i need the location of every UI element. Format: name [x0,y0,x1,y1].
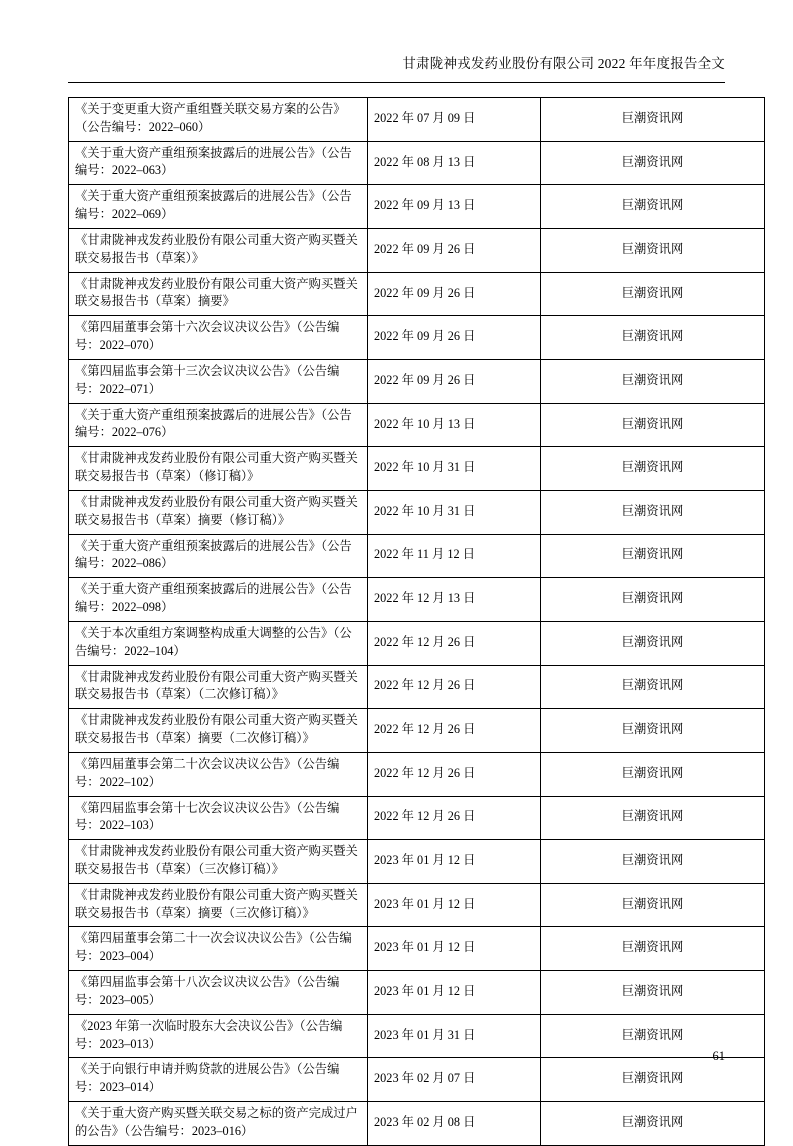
table-row [69,1014,765,1058]
announcement-date-cell: 2022 年 10 月 31 日 [368,447,541,491]
announcement-title-cell: 《第四届监事会第十三次会议决议公告》（公告编号：2022–071） [69,359,368,403]
announcement-title-cell: 《关于重大资产重组预案披露后的进展公告》（公告编号：2022–086） [69,534,368,578]
announcement-title-cell: 《甘肃陇神戎发药业股份有限公司重大资产购买暨关联交易报告书（草案）摘要》 [69,272,368,316]
announcement-title-cell: 《关于重大资产重组预案披露后的进展公告》（公告编号：2022–098） [69,578,368,622]
table-row [69,316,765,360]
announcement-site-cell: 巨潮资讯网 [541,1014,765,1058]
announcement-site-cell: 巨潮资讯网 [541,185,765,229]
announcement-date-cell: 2022 年 10 月 13 日 [368,403,541,447]
table-row [69,927,765,971]
announcement-site-cell: 巨潮资讯网 [541,752,765,796]
announcement-date-cell: 2022 年 09 月 26 日 [368,228,541,272]
table-row [69,578,765,622]
announcement-title-cell: 《关于本次重组方案调整构成重大调整的公告》（公告编号：2022–104） [69,621,368,665]
announcement-date-cell: 2022 年 12 月 13 日 [368,578,541,622]
announcement-date-cell: 2023 年 01 月 12 日 [368,927,541,971]
announcement-site-cell: 巨潮资讯网 [541,272,765,316]
announcement-site-cell: 巨潮资讯网 [541,447,765,491]
announcement-title-cell: 《关于重大资产重组预案披露后的进展公告》（公告编号：2022–076） [69,403,368,447]
announcement-date-cell: 2022 年 12 月 26 日 [368,796,541,840]
announcement-site-cell: 巨潮资讯网 [541,796,765,840]
table-row [69,709,765,753]
table-row [69,665,765,709]
announcement-date-cell: 2023 年 01 月 31 日 [368,1014,541,1058]
announcement-title-cell: 《甘肃陇神戎发药业股份有限公司重大资产购买暨关联交易报告书（草案）（二次修订稿）》 [69,665,368,709]
announcement-title-cell: 《第四届监事会第十七次会议决议公告》（公告编号：2022–103） [69,796,368,840]
announcement-site-cell: 巨潮资讯网 [541,141,765,185]
announcement-title-cell: 《关于变更重大资产重组暨关联交易方案的公告》（公告编号：2022–060） [69,98,368,142]
announcement-title-cell: 《第四届董事会第二十次会议决议公告》（公告编号：2022–102） [69,752,368,796]
announcement-date-cell: 2023 年 01 月 12 日 [368,883,541,927]
announcement-date-cell: 2022 年 09 月 13 日 [368,185,541,229]
announcement-site-cell: 巨潮资讯网 [541,228,765,272]
announcement-site-cell: 巨潮资讯网 [541,621,765,665]
announcement-site-cell: 巨潮资讯网 [541,403,765,447]
announcement-site-cell: 巨潮资讯网 [541,883,765,927]
page-number: 61 [712,1049,725,1063]
table-row [69,490,765,534]
header-divider [68,82,725,83]
announcement-title-cell: 《关于向银行申请并购贷款的进展公告》（公告编号：2023–014） [69,1058,368,1102]
announcement-date-cell: 2022 年 08 月 13 日 [368,141,541,185]
announcement-title-cell: 《2023 年第一次临时股东大会决议公告》（公告编号：2023–013） [69,1014,368,1058]
table-row [69,796,765,840]
announcement-site-cell: 巨潮资讯网 [541,1102,765,1146]
table-row [69,1058,765,1102]
announcement-date-cell: 2022 年 09 月 26 日 [368,359,541,403]
announcement-site-cell: 巨潮资讯网 [541,359,765,403]
page-header: 甘肃陇神戎发药业股份有限公司 2022 年年度报告全文 [402,56,725,71]
announcement-site-cell: 巨潮资讯网 [541,98,765,142]
announcement-site-cell: 巨潮资讯网 [541,927,765,971]
announcement-date-cell: 2023 年 01 月 12 日 [368,840,541,884]
announcement-date-cell: 2022 年 09 月 26 日 [368,272,541,316]
table-row [69,752,765,796]
table-row [69,359,765,403]
table-row [69,141,765,185]
announcement-title-cell: 《关于重大资产购买暨关联交易之标的资产完成过户的公告》（公告编号：2023–016） [69,1102,368,1146]
announcement-title-cell: 《甘肃陇神戎发药业股份有限公司重大资产购买暨关联交易报告书（草案）摘要（修订稿）》 [69,490,368,534]
announcement-title-cell: 《甘肃陇神戎发药业股份有限公司重大资产购买暨关联交易报告书（草案）（修订稿）》 [69,447,368,491]
table-row [69,403,765,447]
announcement-date-cell: 2022 年 12 月 26 日 [368,709,541,753]
announcement-date-cell: 2023 年 02 月 08 日 [368,1102,541,1146]
announcement-site-cell: 巨潮资讯网 [541,709,765,753]
announcement-title-cell: 《第四届监事会第十八次会议决议公告》（公告编号：2023–005） [69,971,368,1015]
table-row [69,447,765,491]
announcement-site-cell: 巨潮资讯网 [541,490,765,534]
table-row [69,621,765,665]
announcement-date-cell: 2023 年 01 月 12 日 [368,971,541,1015]
announcements-table [68,97,765,1146]
announcement-site-cell: 巨潮资讯网 [541,665,765,709]
announcement-date-cell: 2022 年 12 月 26 日 [368,752,541,796]
table-row [69,185,765,229]
announcement-site-cell: 巨潮资讯网 [541,534,765,578]
table-row [69,1102,765,1146]
announcement-site-cell: 巨潮资讯网 [541,316,765,360]
announcement-date-cell: 2022 年 07 月 09 日 [368,98,541,142]
table-body [69,98,765,1146]
table-row [69,840,765,884]
announcement-site-cell: 巨潮资讯网 [541,578,765,622]
announcement-title-cell: 《第四届董事会第二十一次会议决议公告》（公告编号：2023–004） [69,927,368,971]
announcement-title-cell: 《甘肃陇神戎发药业股份有限公司重大资产购买暨关联交易报告书（草案）》 [69,228,368,272]
announcement-title-cell: 《甘肃陇神戎发药业股份有限公司重大资产购买暨关联交易报告书（草案）摘要（二次修订稿）》 [69,709,368,753]
announcement-date-cell: 2022 年 10 月 31 日 [368,490,541,534]
announcement-site-cell: 巨潮资讯网 [541,971,765,1015]
announcement-date-cell: 2022 年 09 月 26 日 [368,316,541,360]
announcement-title-cell: 《甘肃陇神戎发药业股份有限公司重大资产购买暨关联交易报告书（草案）（三次修订稿）》 [69,840,368,884]
table-row [69,272,765,316]
table-row [69,228,765,272]
announcement-date-cell: 2022 年 11 月 12 日 [368,534,541,578]
table-row [69,883,765,927]
announcement-site-cell: 巨潮资讯网 [541,1058,765,1102]
announcement-title-cell: 《关于重大资产重组预案披露后的进展公告》（公告编号：2022–069） [69,185,368,229]
announcement-title-cell: 《甘肃陇神戎发药业股份有限公司重大资产购买暨关联交易报告书（草案）摘要（三次修订稿）》 [69,883,368,927]
announcement-date-cell: 2022 年 12 月 26 日 [368,621,541,665]
table-row [69,98,765,142]
announcement-title-cell: 《关于重大资产重组预案披露后的进展公告》（公告编号：2022–063） [69,141,368,185]
table-row [69,534,765,578]
announcement-site-cell: 巨潮资讯网 [541,840,765,884]
announcement-title-cell: 《第四届董事会第十六次会议决议公告》（公告编号：2022–070） [69,316,368,360]
announcement-date-cell: 2022 年 12 月 26 日 [368,665,541,709]
table-row [69,971,765,1015]
announcement-date-cell: 2023 年 02 月 07 日 [368,1058,541,1102]
